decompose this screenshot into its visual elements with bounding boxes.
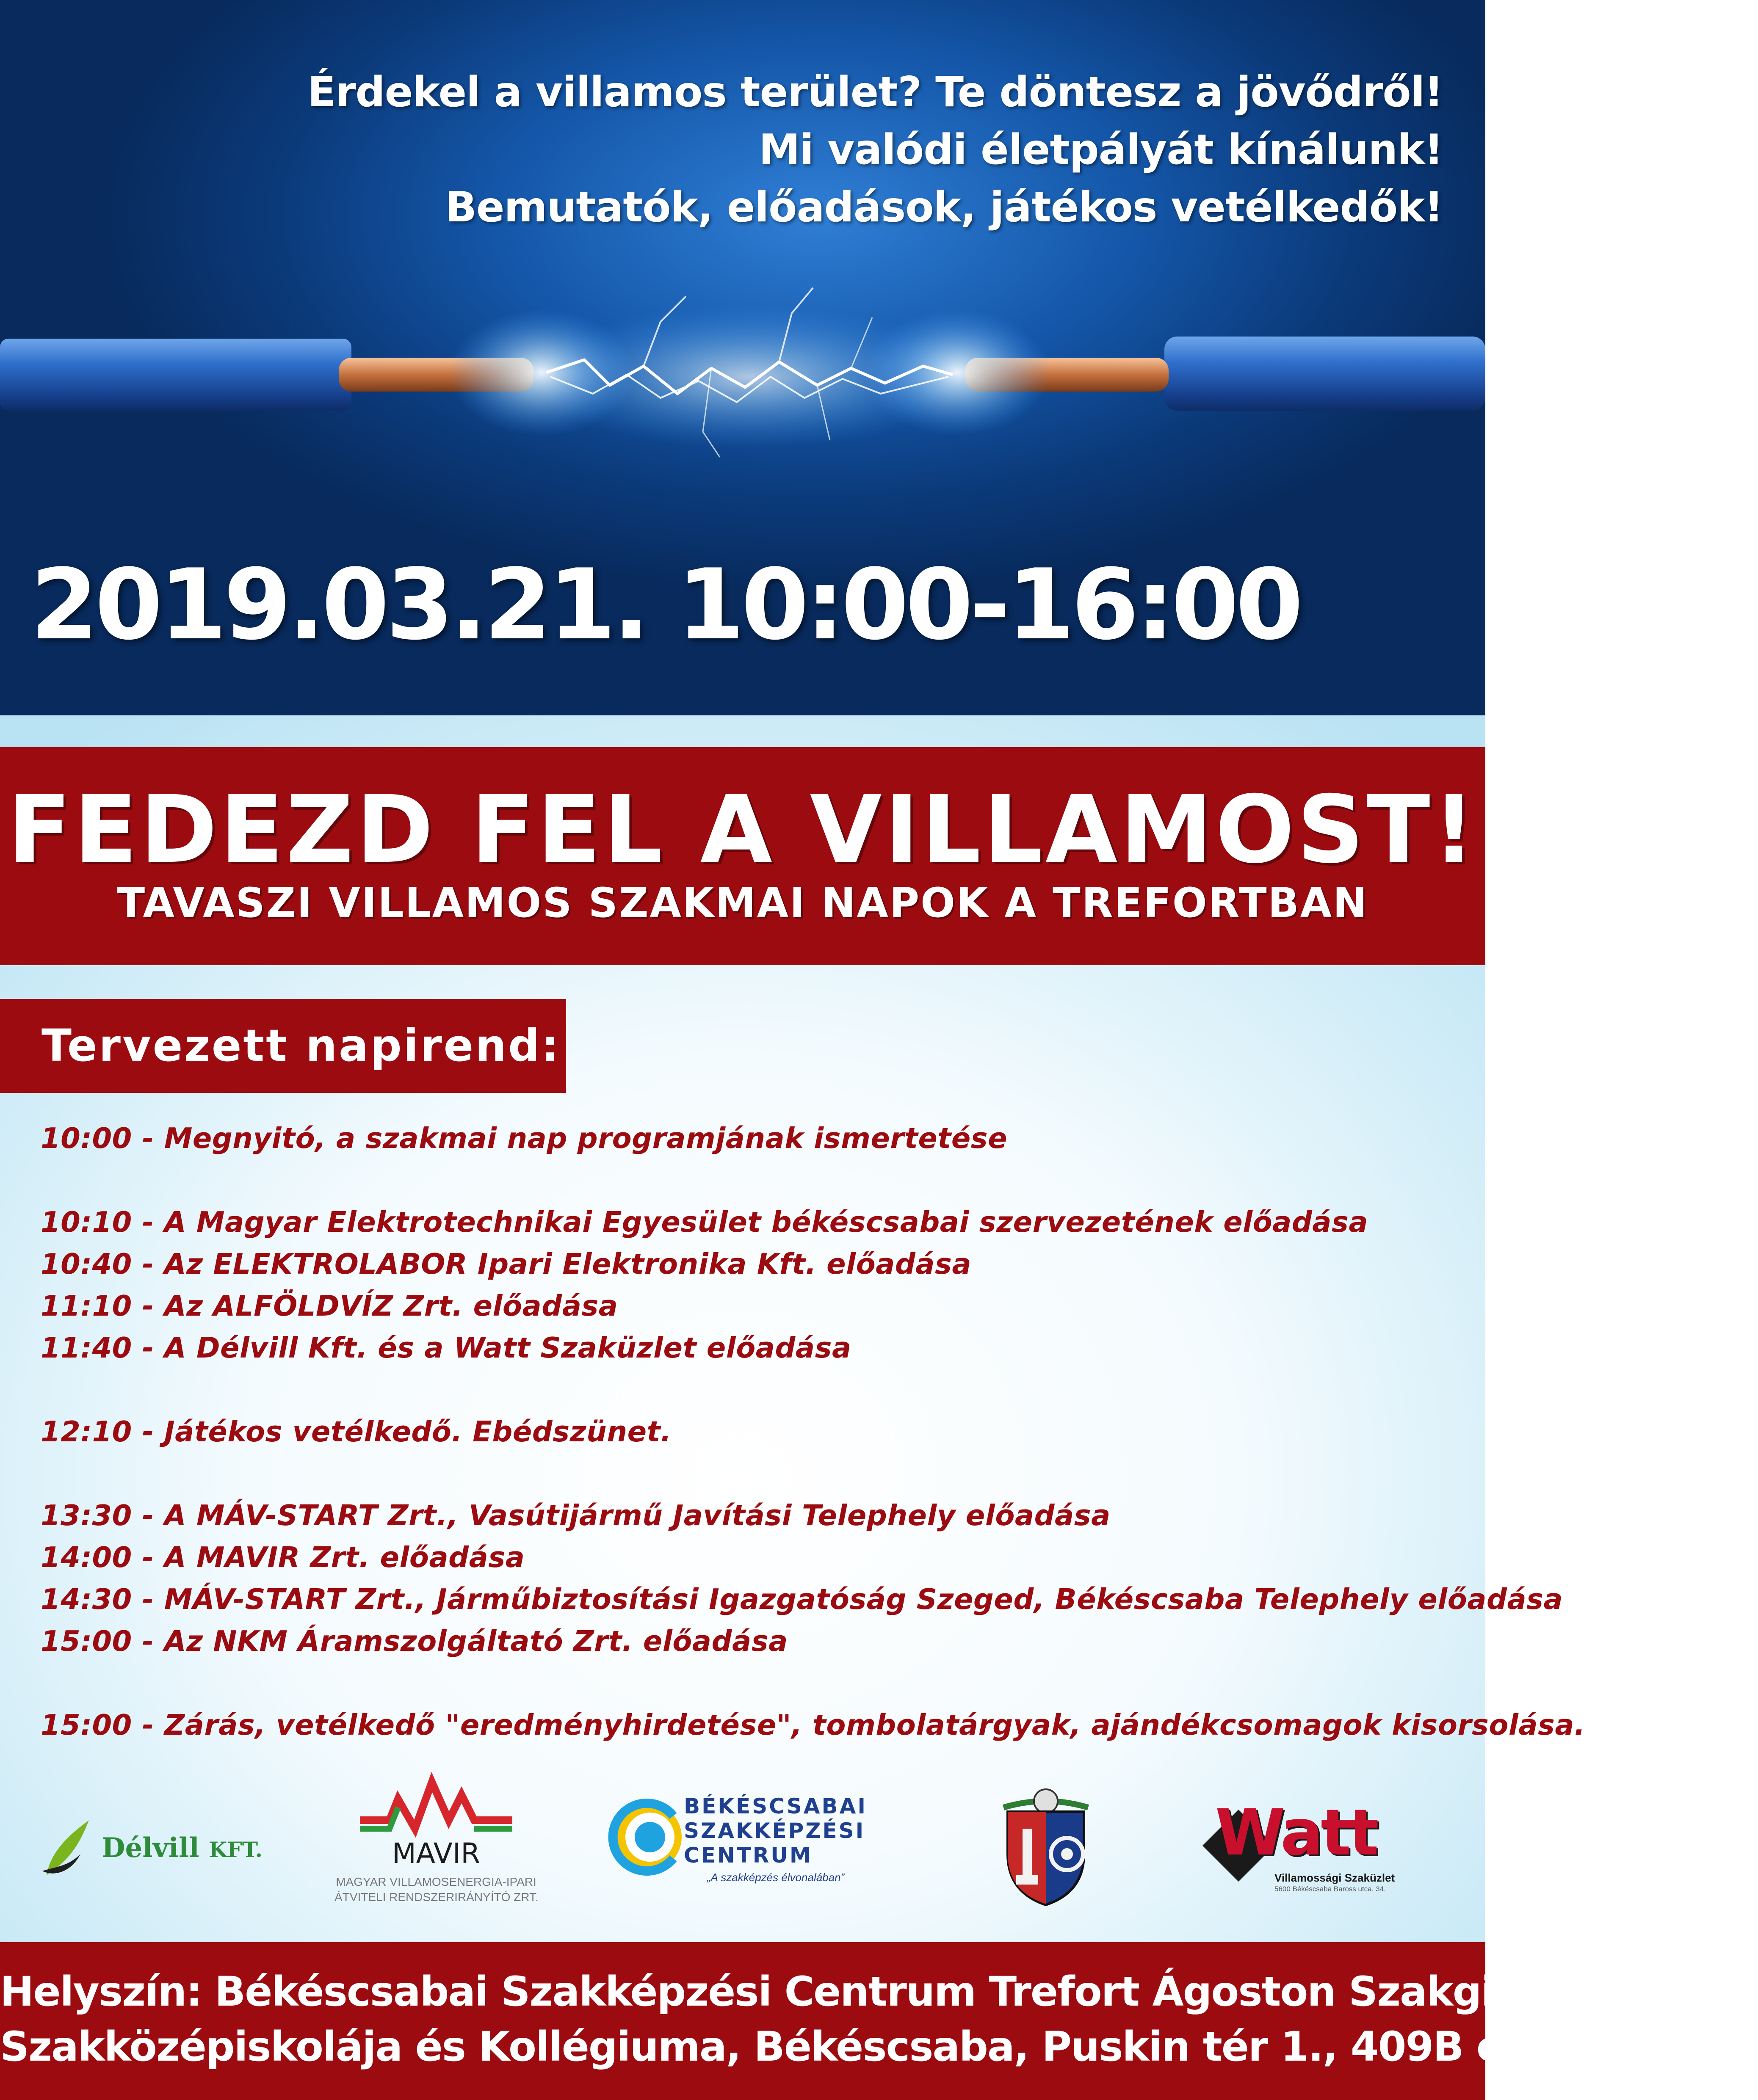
delvill-logo <box>38 1816 275 1879</box>
bszc-emblem-icon <box>610 1799 686 1875</box>
mavir-logo <box>334 1774 538 1913</box>
agenda-item: 11:10 - Az ALFÖLDVÍZ Zrt. előadása <box>41 1289 618 1322</box>
event-datetime: 2019.03.21. 10:00-16:00 <box>30 549 1300 662</box>
agenda-gap <box>41 1369 1438 1411</box>
hero-section <box>0 0 1485 715</box>
watt-line2: 5600 Békéscsaba Baross utca. 34. <box>1274 1885 1386 1893</box>
school-crest-icon <box>987 1782 1105 1909</box>
school-crest-logo <box>987 1782 1105 1909</box>
watt-name: Watt <box>1215 1796 1377 1870</box>
venue-line-1: Helyszín: Békéscsabai Szakképzési Centrum Trefort Ágoston Szakgimnáziuma, <box>0 1968 1737 2015</box>
event-title: FEDEZD FEL A VILLAMOST! <box>8 775 1478 884</box>
delvill-leaf-icon <box>38 1816 97 1879</box>
event-subtitle: TAVASZI VILLAMOS SZAKMAI NAPOK A TREFORTBAN <box>117 879 1368 927</box>
mavir-zigzag-icon <box>360 1774 512 1837</box>
agenda-gap <box>41 1662 1438 1704</box>
slogan-line: Bemutatók, előadások, játékos vetélkedők! <box>445 183 1443 232</box>
venue-line-2: Szakközépiskolája és Kollégiuma, Békéscsaba, Puskin tér 1., 409B előadóterem <box>0 2023 1758 2070</box>
bszc-line2: SZAKKÉPZÉSI <box>684 1819 865 1843</box>
slogan-block <box>307 63 1443 236</box>
agenda-item: 15:00 - Az NKM Áramszolgáltató Zrt. előadása <box>41 1625 788 1658</box>
agenda-gap <box>41 1159 1438 1201</box>
mavir-line1: MAGYAR VILLAMOSENERGIA-IPARI <box>336 1875 536 1888</box>
slogan-line: Mi valódi életpályát kínálunk! <box>759 126 1443 174</box>
delvill-name: Délvill <box>102 1832 199 1864</box>
bszc-line1: BÉKÉSCSABAI <box>684 1794 867 1819</box>
agenda-gap <box>41 1453 1438 1495</box>
agenda-item: 11:40 - A Délvill Kft. és a Watt Szaküzlet előadása <box>41 1331 851 1364</box>
watt-line1: Villamossági Szaküzlet <box>1274 1871 1395 1884</box>
electric-wire-illustration <box>0 271 1485 483</box>
bszc-logo <box>610 1791 906 1892</box>
agenda-item: 10:00 - Megnyitó, a szakmai nap programjának ismertetése <box>41 1122 1008 1155</box>
agenda-item: 15:00 - Zárás, vetélkedő "eredményhirdetése", tombolatárgyak, ajándékcsomagok kisorsolása. <box>41 1708 1586 1741</box>
agenda-item: 12:10 - Játékos vetélkedő. Ebédszünet. <box>41 1415 672 1448</box>
agenda-heading: Tervezett napirend: <box>41 1020 561 1071</box>
agenda-item: 13:30 - A MÁV-START Zrt., Vasútijármű Javítási Telephely előadása <box>41 1499 1111 1532</box>
slogan-line: Érdekel a villamos terület? Te döntesz a jövődről! <box>307 68 1443 116</box>
bszc-line3: CENTRUM <box>684 1843 813 1868</box>
agenda-item: 10:10 - A Magyar Elektrotechnikai Egyesület békéscsabai szervezetének előadása <box>41 1206 1368 1239</box>
agenda-item: 14:30 - MÁV-START Zrt., Járműbiztosítási Igazgatóság Szeged, Békéscsaba Telephely előadása <box>41 1583 1563 1616</box>
mavir-name: MAVIR <box>392 1837 481 1870</box>
delvill-suffix: KFT. <box>208 1837 263 1862</box>
agenda-list <box>41 1118 1586 1746</box>
mavir-line2: ÁTVITELI RENDSZERIRÁNYÍTÓ ZRT. <box>334 1890 539 1904</box>
watt-logo <box>1202 1797 1397 1899</box>
bszc-motto: „A szakképzés élvonalában” <box>707 1871 845 1884</box>
agenda-item: 10:40 - Az ELEKTROLABOR Ipari Elektronika Kft. előadása <box>41 1247 972 1280</box>
agenda-item: 14:00 - A MAVIR Zrt. előadása <box>41 1541 525 1574</box>
